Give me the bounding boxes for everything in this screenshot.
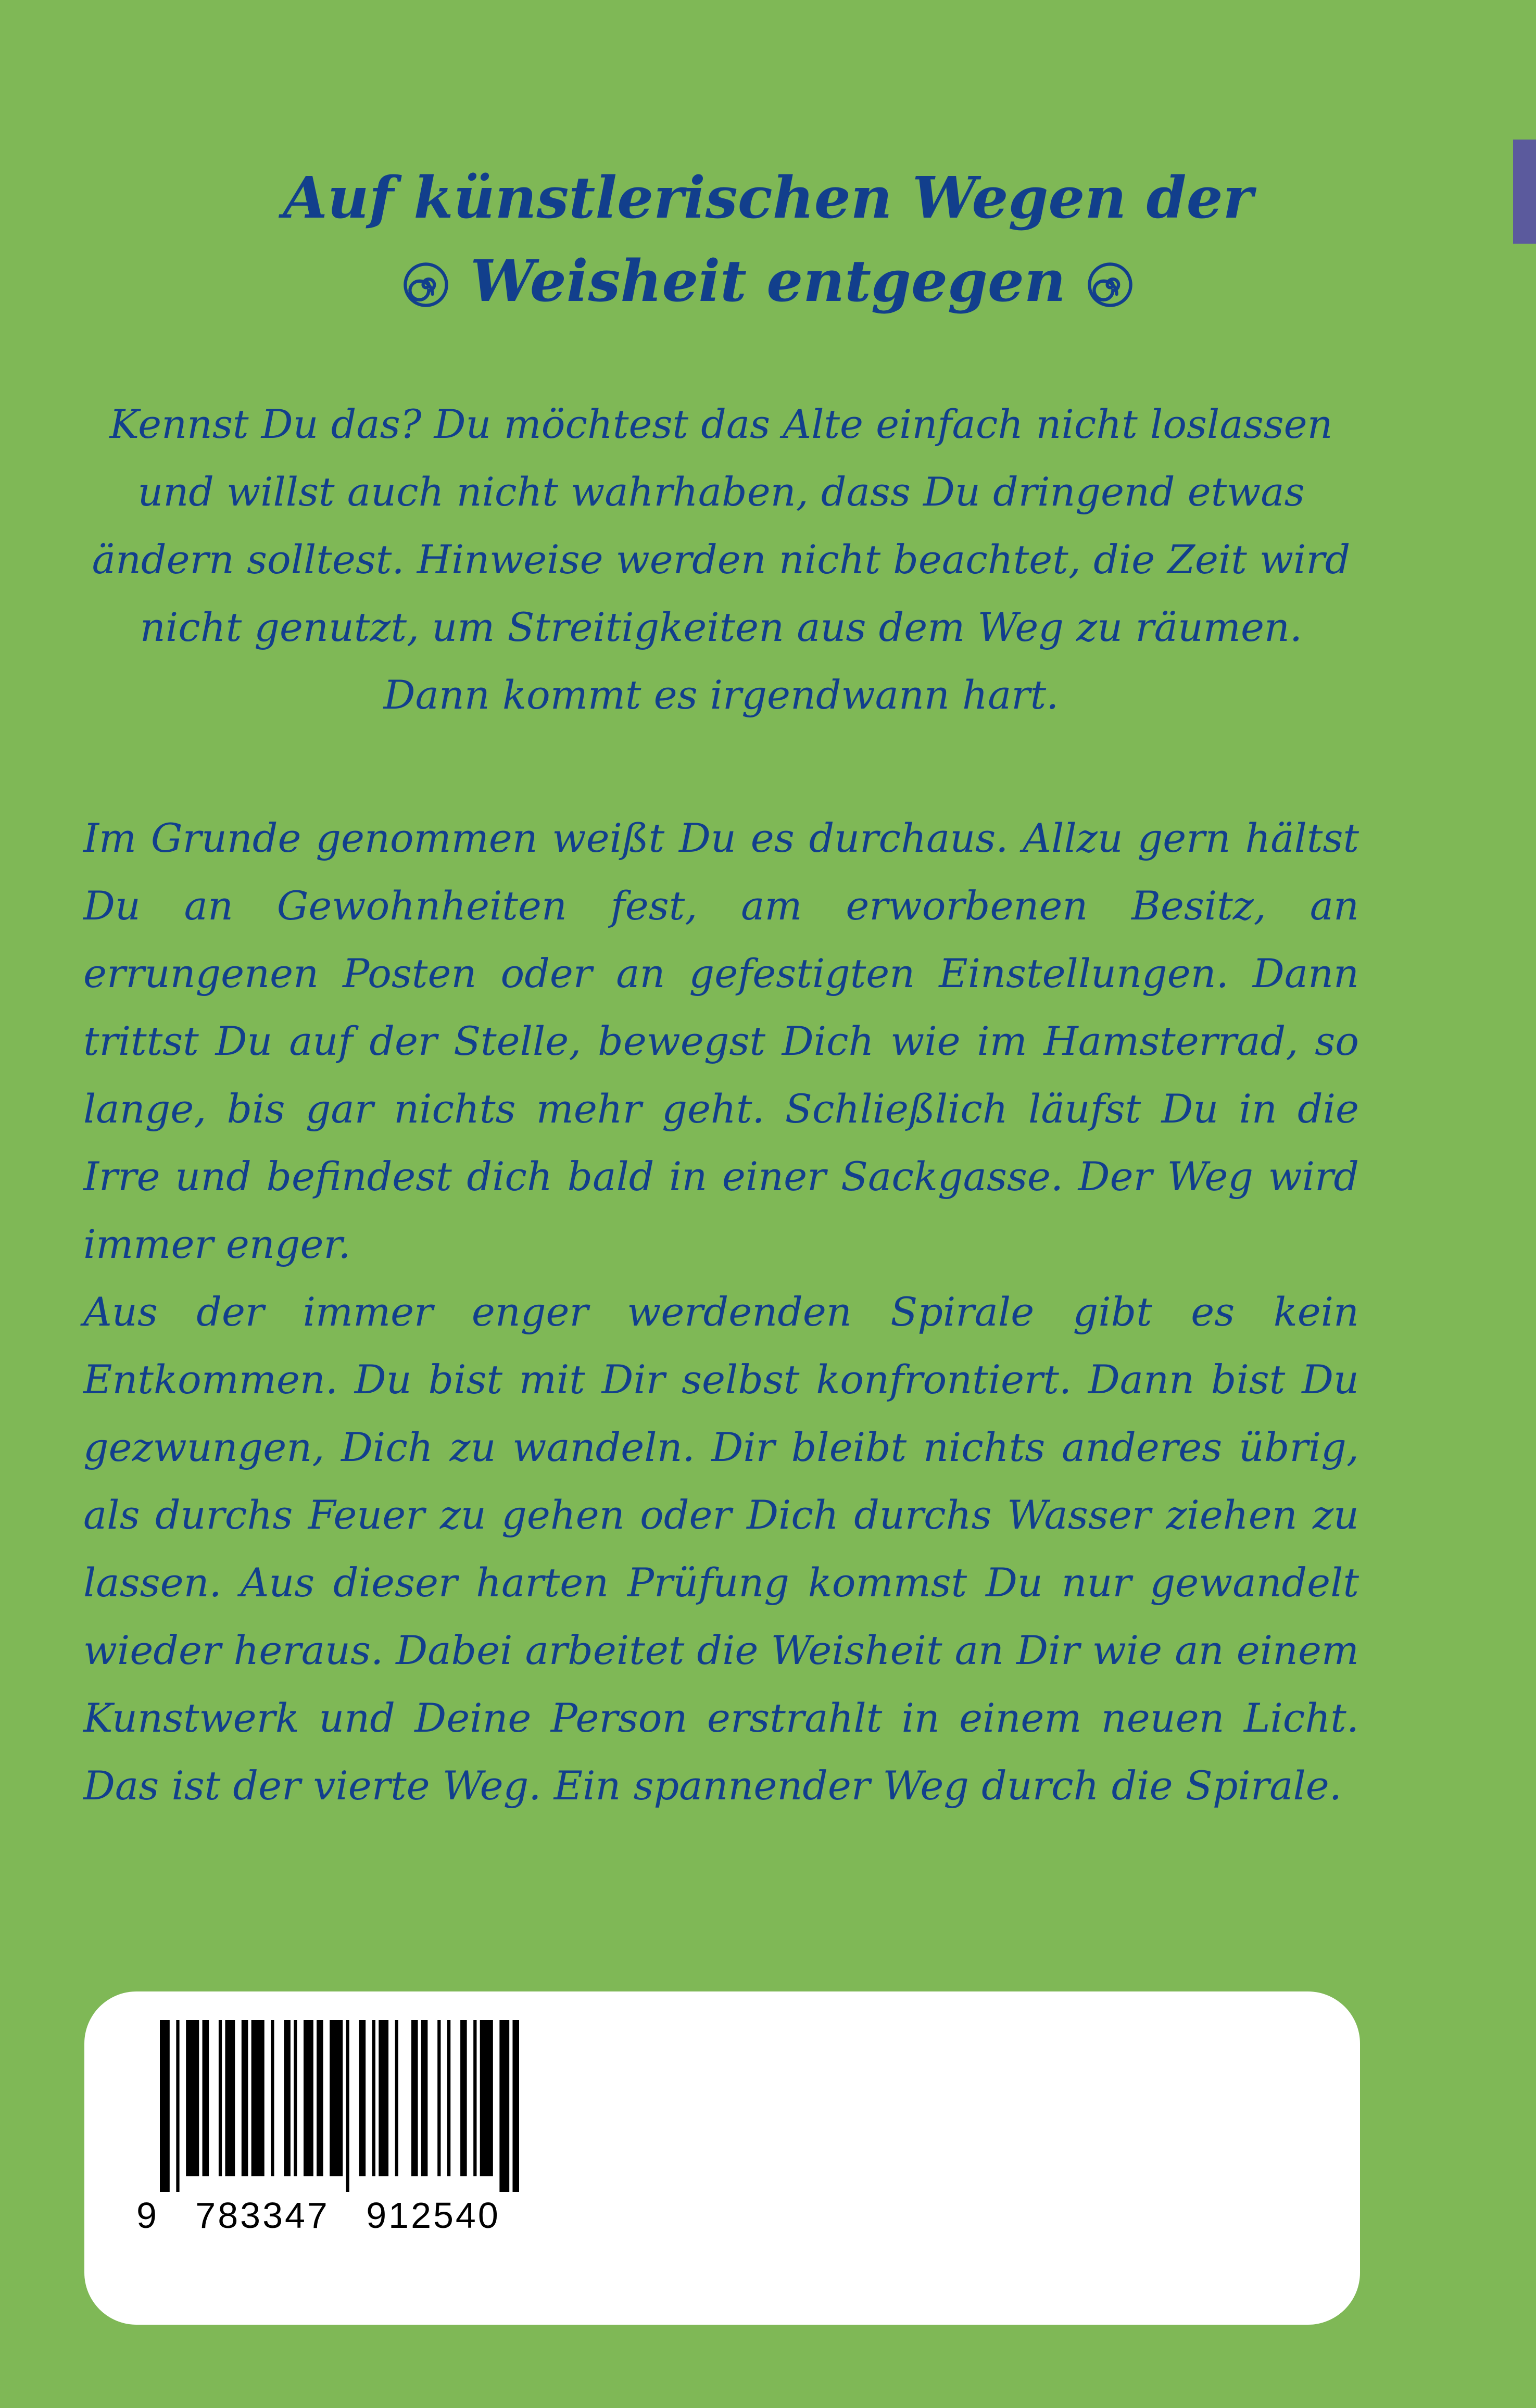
blurb-paragraph-2: Im Grunde genommen weißt Du es durchaus. Allzu gern hältst Du an Gewohnheiten fest, am erworbenen Besitz, an errungenen Posten oder an gefestigten Einstellungen. Dann trittst Du auf der Stelle, bewegst Dich wie im Hamsterrad, so lange, bis gar nichts mehr geht. Schließlich läufst Du in die Irre und befindest dich bald in einer Sackgasse. Der Weg wird immer enger. [83,815,1359,1267]
title-line-1: Auf künstlerischen Wegen der [283,164,1253,231]
isbn-digits: 9 783347 912540 [136,2195,500,2236]
spiral-icon [1087,261,1134,308]
barcode-bar [359,2020,366,2176]
barcode-bar [176,2020,179,2192]
barcode-bar [499,2020,509,2192]
spiral-icon [402,261,449,308]
barcode-bar [421,2020,428,2176]
title-line-2-wrap [0,239,1536,323]
barcode-bar [251,2020,265,2176]
barcode-bar [186,2020,199,2176]
barcode-bar [437,2020,440,2176]
barcode-panel [84,1991,1360,2325]
barcode-bar [447,2020,450,2176]
barcode-bar [225,2020,235,2176]
barcode-bar [473,2020,476,2176]
barcode-bar [460,2020,467,2176]
barcode-bar [284,2020,291,2176]
barcode-bar [271,2020,274,2176]
barcode-bar [304,2020,313,2176]
barcode-bar [317,2020,323,2176]
barcode-bar [330,2020,343,2176]
barcode-bar [219,2020,222,2176]
barcode-bar [346,2020,349,2192]
barcode-bar [203,2020,209,2176]
barcode-bar [512,2020,519,2192]
barcode-bar [411,2020,418,2176]
barcode-bar [372,2020,375,2176]
barcode-bar [379,2020,388,2176]
book-title [0,156,1536,323]
blurb-paragraph-1: Kennst Du das? Du möchtest das Alte einfach nicht loslassen und willst auch nicht wahrhaben, dass Du dringend etwas ändern solltest. Hinweise werden nicht beachtet, die Zeit wird nicht genutzt, um Streitigkeiten aus dem Weg zu räumen. Dann kommt es irgendwann hart. [92,401,1351,718]
isbn-barcode [160,2020,519,2192]
title-line-2: Weisheit entgegen [470,247,1066,314]
barcode-bar [395,2020,398,2176]
barcode-bar [160,2020,170,2192]
barcode-bar [294,2020,297,2176]
barcode-bar [480,2020,493,2176]
blurb-paragraph-3: Aus der immer enger werdenden Spirale gibt es kein Entkommen. Du bist mit Dir selbst konfrontiert. Dann bist Du gezwungen, Dich zu wandeln. Dir bleibt nichts anderes übrig, als durchs Feuer zu gehen oder Dich durchs Wasser ziehen zu lassen. Aus dieser harten Prüfung kommst Du nur gewandelt wieder heraus. Dabei arbeitet die Weisheit an Dir wie an einem Kunstwerk und Deine Person erstrahlt in einem neuen Licht. Das ist der vierte Weg. Ein spannender Weg durch die Spirale. [83,1289,1359,1809]
barcode-bar [242,2020,248,2176]
